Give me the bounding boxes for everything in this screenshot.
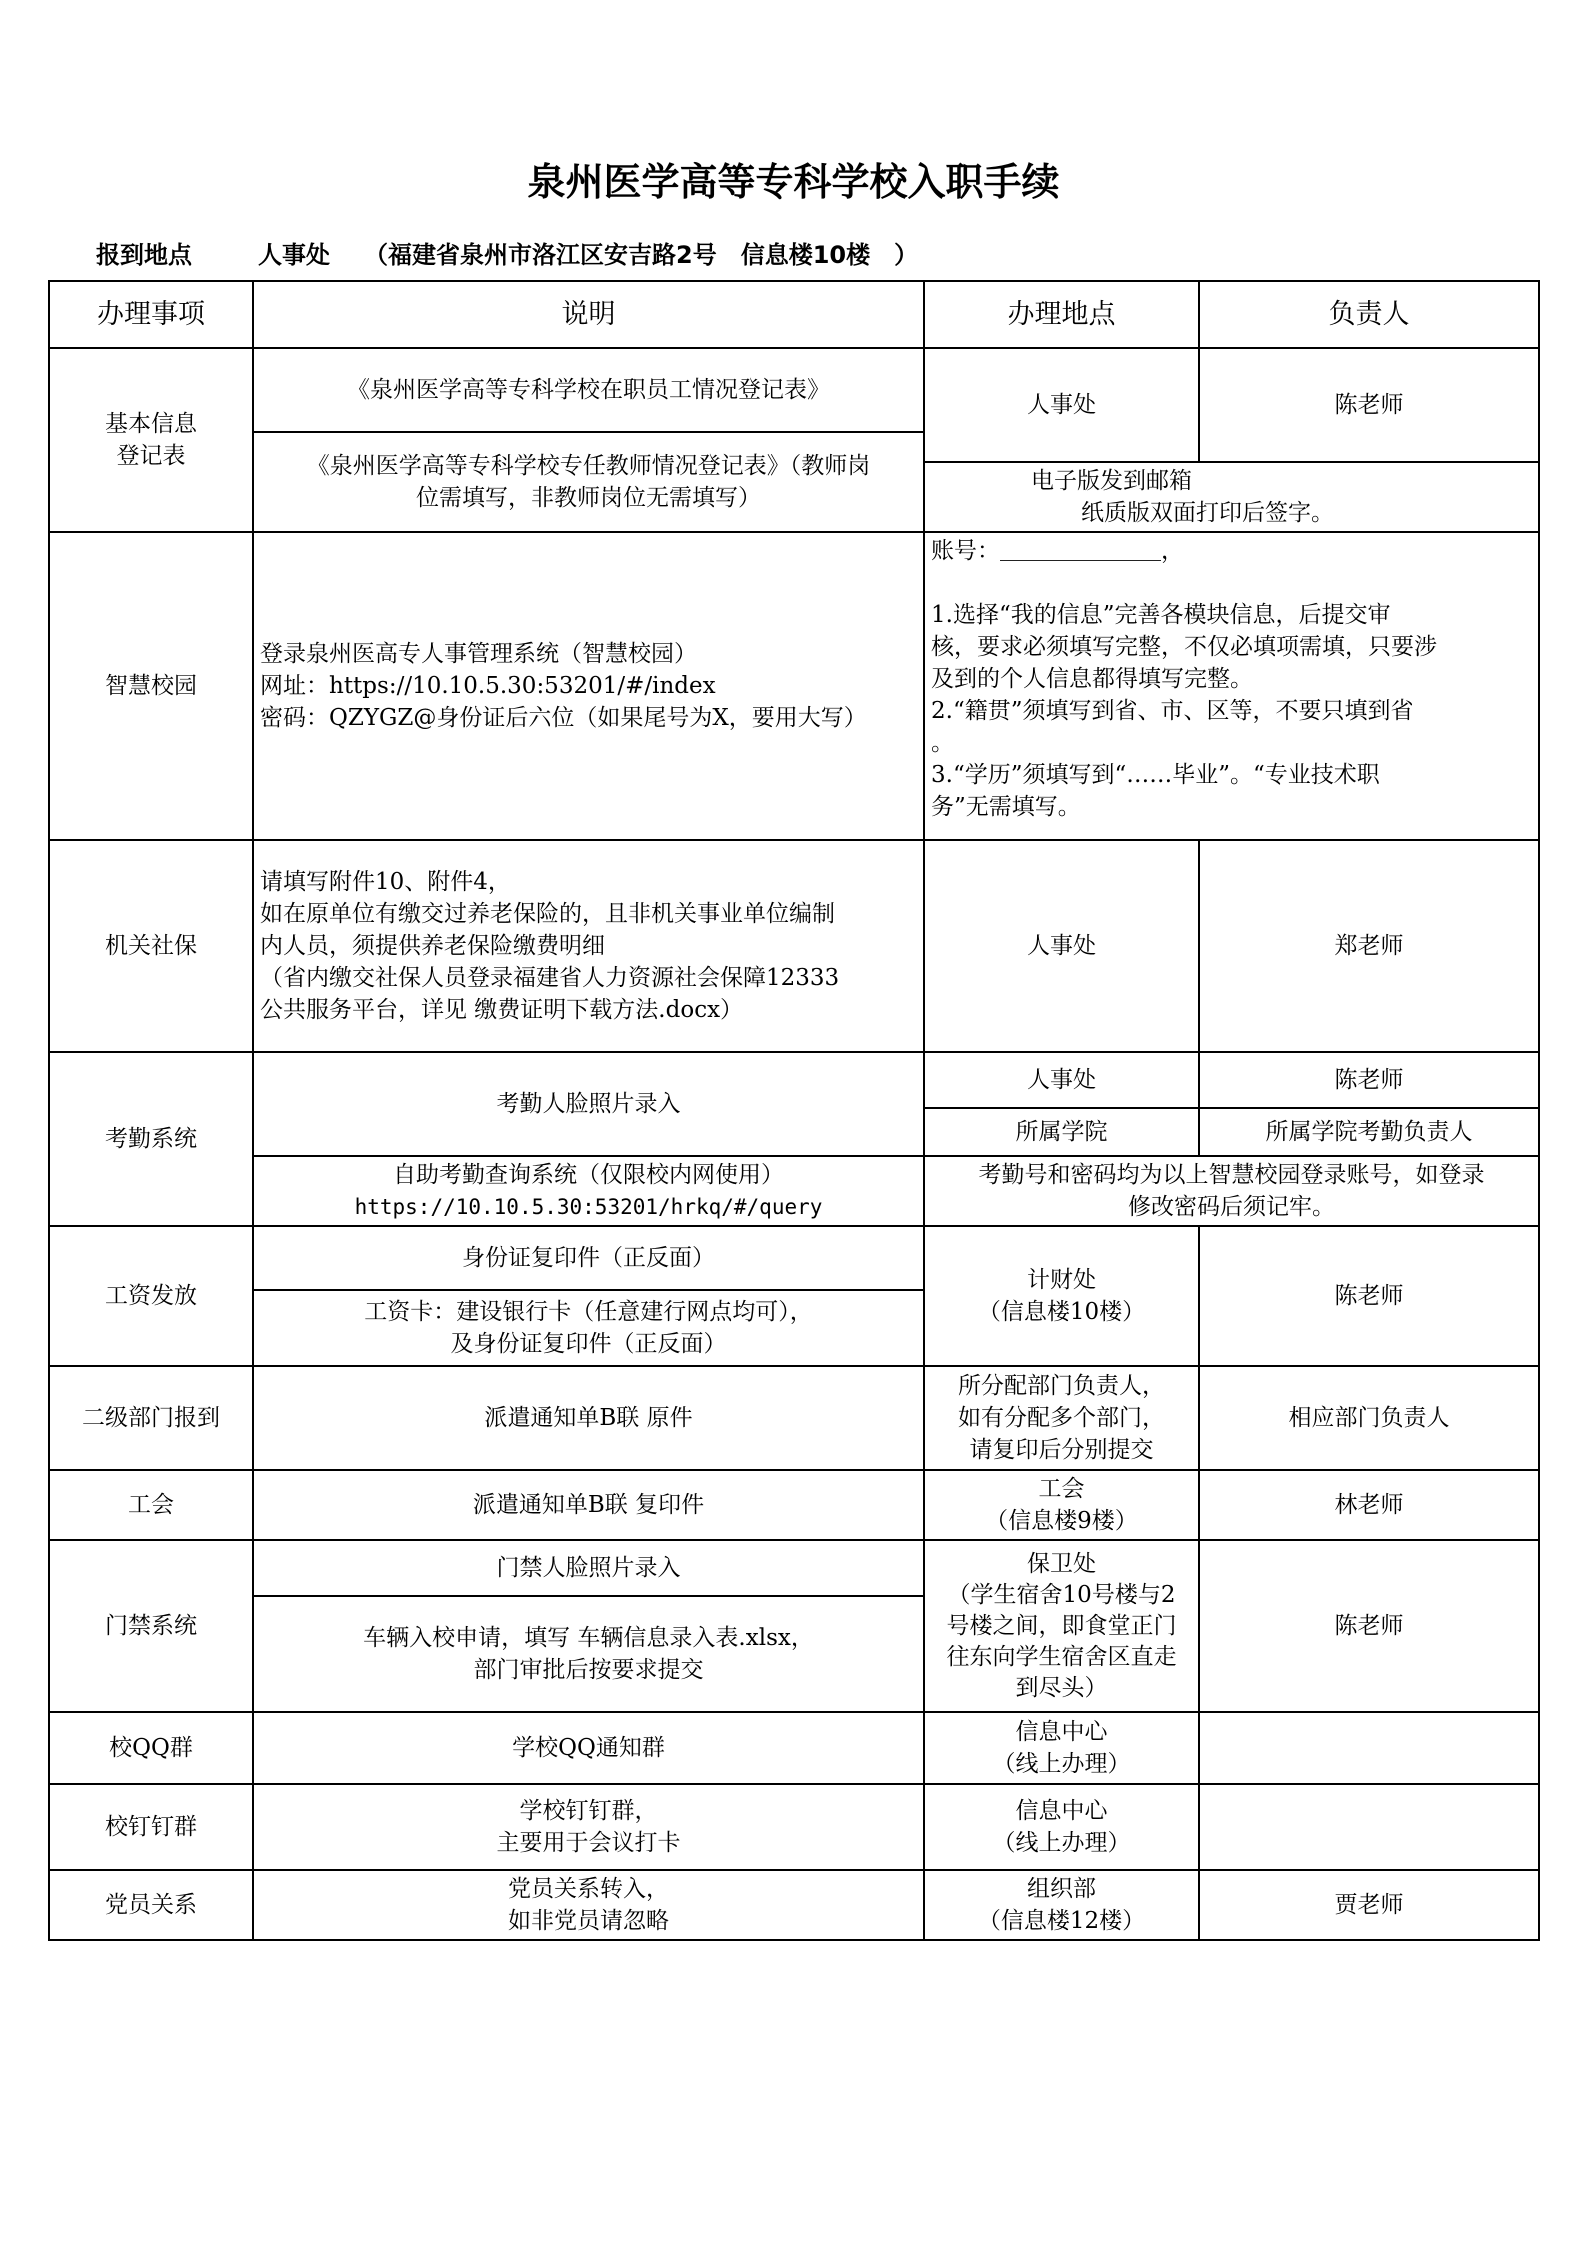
desc-attendance-2 xyxy=(253,1156,924,1226)
desc-dept: 派遣通知单B联 原件 xyxy=(253,1366,924,1470)
table-row-party xyxy=(49,1870,1539,1940)
item-dept: 二级部门报到 xyxy=(49,1366,253,1470)
note-line xyxy=(931,567,1532,599)
item-union: 工会 xyxy=(49,1470,253,1540)
desc-line: 如非党员请忽略 xyxy=(508,1908,669,1934)
desc-line: 党员关系转入， xyxy=(508,1876,669,1902)
item-qq: 校QQ群 xyxy=(49,1712,253,1784)
desc-line: 位需填写，非教师岗位无需填写） xyxy=(416,485,761,511)
table-row-basic xyxy=(49,348,1539,432)
note-line: 2.“籍贯”须填写到省、市、区等，不要只填到省 xyxy=(931,698,1414,724)
item-social: 机关社保 xyxy=(49,840,253,1052)
location-salary xyxy=(924,1226,1199,1366)
note-line: 3.“学历”须填写到“……毕业”。“专业技术职 xyxy=(931,762,1380,788)
desc-line: 网址：https://10.10.5.30:53201/#/index xyxy=(260,673,716,699)
desc-line: 密码：QZYGZ@身份证后六位（如果尾号为X，要用大写） xyxy=(260,705,867,731)
person-attendance-1: 陈老师 xyxy=(1199,1052,1539,1108)
location-line: 到尽头） xyxy=(1015,1674,1108,1701)
note-line: 电子版发到邮箱 xyxy=(1031,468,1192,494)
header-person: 负责人 xyxy=(1199,281,1539,348)
table-row-dept xyxy=(49,1366,1539,1470)
location-attendance-1: 人事处 xyxy=(924,1052,1199,1108)
desc-line: 请填写附件10、附件4， xyxy=(260,869,511,895)
item-salary: 工资发放 xyxy=(49,1226,253,1366)
note-line: 。 xyxy=(931,730,954,756)
desc-gate-1: 门禁人脸照片录入 xyxy=(253,1540,924,1596)
location-line: 组织部 xyxy=(1027,1876,1096,1902)
table-row-dingtalk xyxy=(49,1784,1539,1870)
desc-line: 部门审批后按要求提交 xyxy=(473,1657,704,1683)
desc-union: 派遣通知单B联 复印件 xyxy=(253,1470,924,1540)
desc-line: 如在原单位有缴交过养老保险的，且非机关事业单位编制 xyxy=(260,901,835,927)
person-salary: 陈老师 xyxy=(1199,1226,1539,1366)
item-basic xyxy=(49,348,253,532)
desc-social xyxy=(253,840,924,1052)
header-desc: 说明 xyxy=(253,281,924,348)
attendance-query-link[interactable]: https://10.10.5.30:53201/hrkq/#/query xyxy=(354,1195,823,1219)
location-attendance-2: 所属学院 xyxy=(924,1108,1199,1156)
desc-line: 内人员，须提供养老保险缴费明细 xyxy=(260,933,605,959)
note-line: 纸质版双面打印后签字。 xyxy=(1081,500,1334,526)
location-line: 信息中心 xyxy=(1015,1798,1108,1824)
location-party xyxy=(924,1870,1199,1940)
location-line: 请复印后分别提交 xyxy=(969,1437,1154,1463)
table-row-attendance-3 xyxy=(49,1156,1539,1226)
desc-line: 自助考勤查询系统（仅限校内网使用） xyxy=(393,1162,784,1188)
item-attendance: 考勤系统 xyxy=(49,1052,253,1226)
person-union: 林老师 xyxy=(1199,1470,1539,1540)
note-line: 核，要求必须填写完整，不仅必填项需填，只要涉 xyxy=(931,634,1437,660)
table-row-social xyxy=(49,840,1539,1052)
location-line: 所分配部门负责人， xyxy=(958,1373,1165,1399)
note-campus xyxy=(924,532,1539,840)
location-line: （信息楼10楼） xyxy=(977,1299,1146,1325)
location-line: 计财处 xyxy=(1027,1267,1096,1293)
location-line: （信息楼9楼） xyxy=(985,1508,1138,1534)
desc-line: 工资卡：建设银行卡（任意建行网点均可）， xyxy=(364,1299,813,1325)
address-label: 报到地点 xyxy=(96,241,192,269)
desc-basic-1: 《泉州医学高等专科学校在职员工情况登记表》 xyxy=(253,348,924,432)
location-qq xyxy=(924,1712,1199,1784)
location-line: 工会 xyxy=(1038,1476,1085,1502)
note-line: 账号：＿＿＿＿＿＿＿， xyxy=(931,538,1184,564)
desc-party xyxy=(253,1870,924,1940)
person-attendance-2: 所属学院考勤负责人 xyxy=(1199,1108,1539,1156)
address-dept: 人事处 xyxy=(258,241,330,269)
item-dingtalk: 校钉钉群 xyxy=(49,1784,253,1870)
header-row xyxy=(49,281,1539,348)
person-gate: 陈老师 xyxy=(1199,1540,1539,1712)
note-line: 及到的个人信息都得填写完整。 xyxy=(931,666,1253,692)
page-title: 泉州医学高等专科学校入职手续 xyxy=(527,160,1060,204)
header-item: 办理事项 xyxy=(49,281,253,348)
person-dept: 相应部门负责人 xyxy=(1199,1366,1539,1470)
desc-attendance-1: 考勤人脸照片录入 xyxy=(253,1052,924,1156)
location-line: （线上办理） xyxy=(992,1751,1131,1777)
desc-line: 《泉州医学高等专科学校专任教师情况登记表》（教师岗 xyxy=(306,453,871,479)
desc-basic-2 xyxy=(253,432,924,532)
item-basic-line: 登记表 xyxy=(116,443,186,469)
desc-campus xyxy=(253,532,924,840)
desc-gate-2 xyxy=(253,1596,924,1712)
location-line: （线上办理） xyxy=(992,1830,1131,1856)
person-dingtalk xyxy=(1199,1784,1539,1870)
table-row-campus xyxy=(49,532,1539,840)
desc-line: 公共服务平台，详见 缴费证明下载方法.docx） xyxy=(260,997,744,1023)
item-party: 党员关系 xyxy=(49,1870,253,1940)
person-qq xyxy=(1199,1712,1539,1784)
table-row-attendance xyxy=(49,1052,1539,1108)
desc-line: （省内缴交社保人员登录福建省人力资源社会保障12333 xyxy=(260,965,840,991)
desc-salary-2 xyxy=(253,1290,924,1366)
table-row-gate xyxy=(49,1540,1539,1596)
desc-line: 及身份证复印件（正反面） xyxy=(450,1331,727,1357)
location-dept xyxy=(924,1366,1199,1470)
location-line: 往东向学生宿舍区直走 xyxy=(946,1643,1177,1670)
location-social: 人事处 xyxy=(924,840,1199,1052)
desc-line: 学校钉钉群， xyxy=(519,1798,658,1824)
header-location: 办理地点 xyxy=(924,281,1199,348)
desc-salary-1: 身份证复印件（正反面） xyxy=(253,1226,924,1290)
desc-line: 主要用于会议打卡 xyxy=(496,1830,681,1856)
location-union xyxy=(924,1470,1199,1540)
person-party: 贾老师 xyxy=(1199,1870,1539,1940)
address-detail: （福建省泉州市洛江区安吉路2号 信息楼10楼 ） xyxy=(364,241,919,269)
item-gate: 门禁系统 xyxy=(49,1540,253,1712)
desc-dingtalk xyxy=(253,1784,924,1870)
note-line: 修改密码后须记牢。 xyxy=(1128,1194,1335,1220)
onboarding-table xyxy=(48,280,1540,1941)
note-attendance xyxy=(924,1156,1539,1226)
desc-line: 登录泉州医高专人事管理系统（智慧校园） xyxy=(260,641,697,667)
desc-line: 车辆入校申请，填写 车辆信息录入表.xlsx， xyxy=(363,1625,814,1651)
location-line: 如有分配多个部门， xyxy=(958,1405,1165,1431)
table-row-salary xyxy=(49,1226,1539,1290)
desc-qq: 学校QQ通知群 xyxy=(253,1712,924,1784)
location-basic: 人事处 xyxy=(924,348,1199,462)
note-basic xyxy=(924,462,1539,532)
location-line: 保卫处 xyxy=(1027,1550,1096,1577)
location-dingtalk xyxy=(924,1784,1199,1870)
location-line: 信息中心 xyxy=(1015,1719,1108,1745)
item-basic-line: 基本信息 xyxy=(105,411,197,437)
note-line: 考勤号和密码均为以上智慧校园登录账号，如登录 xyxy=(978,1162,1485,1188)
note-line: 1.选择“我的信息”完善各模块信息，后提交审 xyxy=(931,602,1391,628)
location-line: 号楼之间，即食堂正门 xyxy=(946,1612,1177,1639)
table-row-qq xyxy=(49,1712,1539,1784)
note-line: 务”无需填写。 xyxy=(931,794,1081,820)
item-campus: 智慧校园 xyxy=(49,532,253,840)
person-social: 郑老师 xyxy=(1199,840,1539,1052)
location-gate xyxy=(924,1540,1199,1712)
person-basic: 陈老师 xyxy=(1199,348,1539,462)
location-line: （信息楼12楼） xyxy=(977,1908,1146,1934)
table-row-union xyxy=(49,1470,1539,1540)
location-line: （学生宿舍10号楼与2 xyxy=(947,1581,1176,1608)
